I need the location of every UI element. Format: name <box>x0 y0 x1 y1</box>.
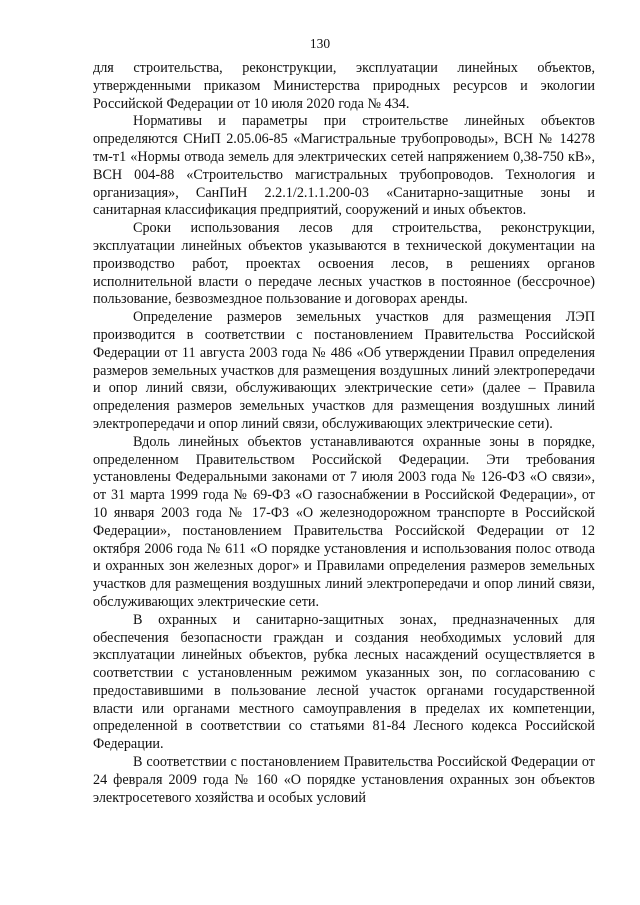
paragraph-forest-use-terms: Сроки использования лесов для строительства, реконструкции, эксплуатации линейных объектов указываются в технической документации на производство работ, проектах освоения лесов, в решениях органов исполнительной власти о передаче лесных участков в постоянное (бессрочное) пользование, безвозмездное пользование и договорах аренды. <box>93 220 595 308</box>
paragraph-power-line-plots: Определение размеров земельных участков для размещения ЛЭП производится в соответствии с постановлением Правительства Российской Федерации от 11 августа 2003 года № 486 «Об утверждении Правил определения размеров земельных участков для размещения воздушных линий электропередачи и опор линий связи, обслуживающих электрические сети» (далее – Правила определения размеров земельных участков для размещения воздушных линий электропередачи и опор линий связи, обслуживающих электрические сети). <box>93 309 595 432</box>
paragraph-protection-zones: Вдоль линейных объектов устанавливаются охранные зоны в порядке, определенном Правительством Российской Федерации. Эти требования установлены Федеральными законами от 7 июля 2003 года № 126-ФЗ «О связи», от 31 марта 1999 года № 69-ФЗ «О газоснабжении в Российской Федерации», от 10 января 2003 года № 17-ФЗ «О железнодорожном транспорте в Российской Федерации», постановлением Правительства Российской Федерации от 12 октября 2006 года № 611 «О порядке установления и использования полос отвода и охранных зон железных дорог» и Правилами определения размеров земельных участков для размещения воздушных линий электропередачи и опор линий связи, обслуживающих электрические сети. <box>93 433 595 610</box>
paragraph-electric-grid-zones: В соответствии с постановлением Правительства Российской Федерации от 24 февраля 2009 года № 160 «О порядке установления охранных зон объектов электросетевого хозяйства и особых условий <box>93 754 595 806</box>
paragraph-sanitary-zones: В охранных и санитарно-защитных зонах, предназначенных для обеспечения безопасности граждан и создания необходимых условий для эксплуатации линейных объектов, рубка лесных насаждений осуществляется в соответствии с установленным режимом указанных зон, по согласованию с предоставившими в пользование лесной участок органами государственной власти или органами местного самоуправления в пределах их компетенции, определенной в соответствии со статьями 81-84 Лесного кодекса Российской Федерации. <box>93 611 595 753</box>
paragraph-continuation: для строительства, реконструкции, эксплуатации линейных объектов, утвержденными приказом Министерства природных ресурсов и экологии Российской Федерации от 10 июля 2020 года № 434. <box>93 60 595 112</box>
document-body <box>93 60 595 807</box>
page-number: 130 <box>309 36 331 51</box>
paragraph-standards: Нормативы и параметры при строительстве линейных объектов определяются СНиП 2.05.06-85 «Магистральные трубопроводы», ВСН № 14278 тм-т1 «Нормы отвода земель для электрических сетей напряжением 0,38-750 кВ», ВСН 004-88 «Строительство магистральных трубопроводов. Технология и организация», СанПиН 2.2.1/2.1.1.200-03 «Санитарно-защитные зоны и санитарная классификация предприятий, сооружений и иных объектов. <box>93 113 595 219</box>
